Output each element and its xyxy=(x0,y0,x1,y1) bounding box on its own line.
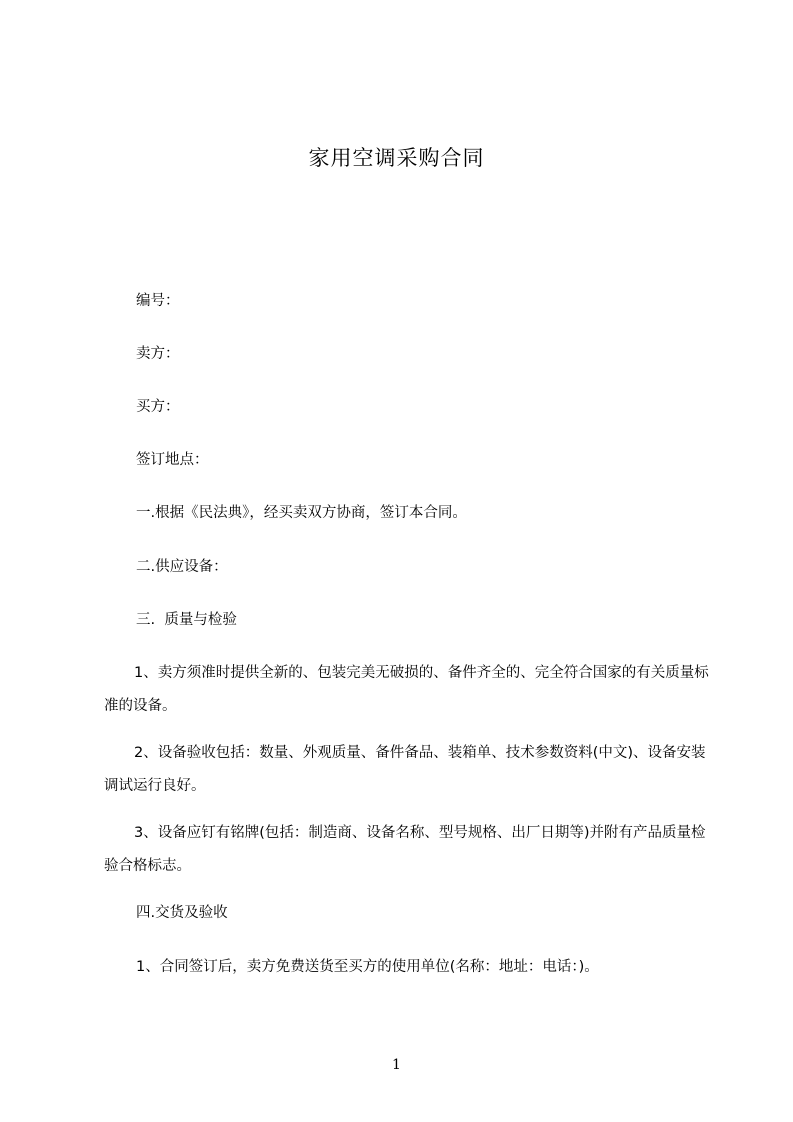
section-3-item-3: 3、设备应钉有铭牌(包括：制造商、设备名称、型号规格、出厂日期等)并附有产品质量检验合格标志。 xyxy=(104,825,706,874)
buyer-field: 买方： xyxy=(136,399,180,415)
section-1-text: 一.根据《民法典》，经买卖双方协商，签订本合同。 xyxy=(136,505,467,521)
section-4-item-1: 1、合同签订后，卖方免费送货至买方的使用单位(名称：地址：电话：)。 xyxy=(136,959,599,975)
section-3-heading: 三. 质量与检验 xyxy=(136,612,237,628)
signing-place-field: 签订地点： xyxy=(136,452,209,468)
section-2-heading: 二.供应设备： xyxy=(136,559,228,575)
document-title: 家用空调采购合同 xyxy=(308,146,485,170)
section-3-item-2: 2、设备验收包括：数量、外观质量、备件备品、装箱单、技术参数资料(中文)、设备安装调试运行良好。 xyxy=(104,745,706,794)
section-3-item-1: 1、卖方须准时提供全新的、包装完美无破损的、备件齐全的、完全符合国家的有关质量标准的设备。 xyxy=(104,665,709,714)
contract-number-field: 编号： xyxy=(136,293,180,309)
section-4-heading: 四.交货及验收 xyxy=(136,905,228,921)
page-number: 1 xyxy=(392,1057,401,1073)
seller-field: 卖方： xyxy=(136,346,180,362)
